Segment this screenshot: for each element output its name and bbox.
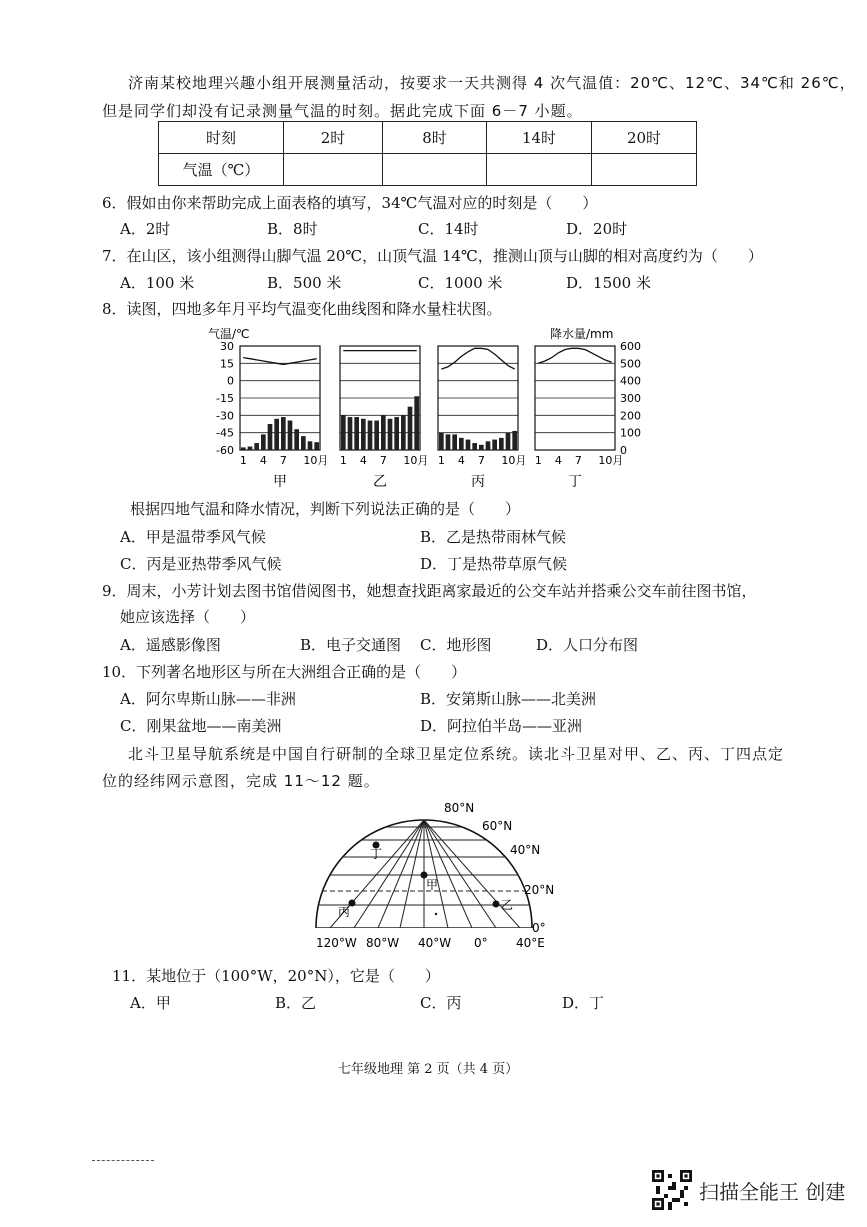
precip-bar [354, 417, 359, 450]
panel-name: 丁 [568, 474, 582, 490]
q9-option-d: D．人口分布图 [536, 636, 639, 654]
q11-option-b: B．乙 [275, 994, 317, 1012]
lon-label-40e: 40°E [516, 936, 545, 950]
month-tick-label: 1 [534, 454, 542, 467]
lat-label-20n: 20°N [524, 883, 555, 897]
temperature-curve [441, 348, 514, 369]
table-cell [383, 154, 487, 186]
month-tick-label: 10月 [598, 454, 624, 467]
month-tick-label: 10月 [501, 454, 527, 467]
table-row [159, 154, 697, 186]
question-11-stem: 11．某地位于（100°W，20°N），它是（ ） [112, 967, 440, 985]
precip-bar [374, 421, 379, 450]
month-tick-label: 10月 [303, 454, 329, 467]
precip-bar [241, 447, 246, 450]
temp-tick-label: -30 [216, 409, 234, 423]
table-cell [592, 154, 697, 186]
q9-option-c: C．地形图 [420, 636, 492, 654]
temp-tick-label: 30 [220, 340, 234, 353]
graticule-map [290, 795, 560, 955]
precip-bar [492, 440, 497, 450]
table-header-row [159, 122, 697, 154]
lon-label-40w: 40°W [418, 936, 452, 950]
intro2-line-1: 北斗卫星导航系统是中国自行研制的全球卫星定位系统。读北斗卫星对甲、乙、丙、丁四点定 [128, 745, 785, 763]
q10-option-b: B．安第斯山脉——北美洲 [420, 690, 597, 708]
left-axis-label: 气温/℃ [208, 327, 250, 341]
climate-panel [340, 346, 429, 490]
precip-bar [506, 433, 511, 450]
temp-tick-label: -15 [216, 392, 234, 405]
intro-line-1: 济南某校地理兴趣小组开展测量活动，按要求一天共测得 4 次气温值：20℃、12℃、34℃和 26℃， [128, 74, 856, 92]
table-header-cell: 20时 [592, 122, 697, 154]
month-tick-label: 7 [477, 454, 485, 467]
temp-tick-label: -45 [216, 426, 234, 440]
question-9-stem-1: 9．周末，小芳计划去图书馆借阅图书，她想查找距离家最近的公交车站并搭乘公交车前往图书馆， [102, 582, 757, 600]
temperature-table [158, 121, 697, 186]
footer-divider [92, 1160, 154, 1161]
precip-bar [268, 424, 273, 450]
precip-bar [512, 431, 517, 450]
lat-label-0: 0° [532, 921, 546, 935]
table-cell [284, 154, 383, 186]
question-6-stem: 6．假如由你来帮助完成上面表格的填写，34℃气温对应的时刻是（ ） [102, 194, 598, 212]
precip-bar [486, 441, 491, 450]
q7-option-b: B．500 米 [267, 274, 342, 292]
month-tick-label: 4 [259, 454, 267, 467]
precip-tick-label: 600 [620, 340, 641, 353]
precip-bar [341, 415, 346, 450]
precip-bar [314, 442, 319, 450]
point-label-ding: 丁 [370, 847, 383, 861]
table-header-cell: 2时 [284, 122, 383, 154]
precip-bar [408, 407, 413, 450]
precip-tick-label: 100 [620, 426, 641, 440]
q11-option-c: C．丙 [420, 994, 462, 1012]
precip-bar [414, 396, 419, 450]
month-tick-label: 7 [279, 454, 287, 467]
precip-bar [394, 417, 399, 450]
precip-bar [361, 419, 366, 450]
q8-option-b: B．乙是热带雨林气候 [420, 528, 567, 546]
climate-panel [535, 346, 624, 490]
precip-bar [248, 447, 253, 450]
precip-bar [254, 443, 259, 450]
q10-option-c: C．刚果盆地——南美洲 [120, 717, 282, 735]
lon-label-0: 0° [474, 936, 488, 950]
precip-bar [288, 421, 293, 450]
precip-bar [294, 429, 299, 450]
precip-bar [499, 438, 504, 450]
precip-bar [381, 415, 386, 450]
q10-option-a: A．阿尔卑斯山脉——非洲 [120, 690, 296, 708]
precip-bar [472, 443, 477, 450]
lat-label-40n: 40°N [510, 843, 541, 857]
precip-bar [452, 434, 457, 450]
q6-option-c: C．14时 [418, 220, 479, 238]
month-tick-label: 1 [339, 454, 347, 467]
month-tick-label: 1 [239, 454, 247, 467]
question-10-stem: 10．下列著名地形区与所在大洲组合正确的是（ ） [102, 663, 467, 681]
panel-name: 甲 [273, 474, 287, 490]
point-label-bing: 丙 [338, 905, 351, 919]
question-8-stem: 8．读图，四地多年月平均气温变化曲线图和降水量柱状图。 [102, 300, 502, 318]
precip-bar [459, 438, 464, 450]
scanner-watermark: 扫描全能王 创建 [699, 1180, 846, 1204]
precip-bar [466, 440, 471, 450]
q7-option-c: C．1000 米 [418, 274, 503, 292]
temp-tick-label: -60 [216, 444, 234, 457]
precip-tick-label: 200 [620, 409, 641, 423]
precip-bar [281, 417, 286, 450]
precip-bar [368, 421, 373, 450]
q6-option-d: D．20时 [566, 220, 628, 238]
intro-line-2: 但是同学们却没有记录测量气温的时刻。据此完成下面 6－7 小题。 [102, 102, 583, 120]
q10-option-d: D．阿拉伯半岛——亚洲 [420, 717, 583, 735]
temperature-curve [538, 348, 611, 363]
table-header-cell: 时刻 [159, 122, 284, 154]
precip-bar [446, 434, 451, 450]
temp-tick-label: 0 [227, 374, 234, 388]
precip-bar [439, 433, 444, 450]
map-dot [435, 913, 437, 915]
temp-tick-label: 15 [220, 357, 234, 371]
q6-option-a: A．2时 [120, 220, 171, 238]
precip-bar [301, 436, 306, 450]
q6-option-b: B．8时 [267, 220, 318, 238]
table-cell [487, 154, 592, 186]
month-tick-label: 4 [359, 454, 367, 467]
precip-bar [479, 445, 484, 450]
qr-code-icon [652, 1170, 692, 1210]
precip-bar [348, 417, 353, 450]
question-8-sub: 根据四地气温和降水情况，判断下列说法正确的是（ ） [130, 500, 521, 518]
lon-label-80w: 80°W [366, 936, 400, 950]
lat-label-60n: 60°N [482, 819, 513, 833]
month-tick-label: 7 [379, 454, 387, 467]
precip-bar [261, 434, 266, 450]
precip-bar [388, 419, 393, 450]
table-row-label: 气温（℃） [159, 154, 284, 186]
month-tick-label: 7 [574, 454, 582, 467]
q11-option-d: D．丁 [562, 994, 605, 1012]
question-7-stem: 7．在山区，该小组测得山脚气温 20℃，山顶气温 14℃，推测山顶与山脚的相对高度约为（ ） [102, 247, 763, 265]
panel-name: 丙 [471, 474, 485, 490]
page-footer: 七年级地理 第 2 页（共 4 页） [338, 1062, 519, 1077]
q9-option-a: A．遥感影像图 [120, 636, 221, 654]
month-tick-label: 10月 [403, 454, 429, 467]
month-tick-label: 4 [457, 454, 465, 467]
climate-panel [438, 346, 527, 490]
lat-label-80n: 80°N [444, 801, 475, 815]
panel-name: 乙 [373, 474, 387, 490]
climate-panel [240, 346, 329, 490]
month-tick-label: 1 [437, 454, 445, 467]
intro2-line-2: 位的经纬网示意图，完成 11～12 题。 [102, 772, 380, 790]
precip-tick-label: 400 [620, 374, 641, 388]
precip-bar [274, 419, 279, 450]
climate-charts [190, 320, 660, 495]
q11-option-a: A．甲 [130, 994, 171, 1012]
lon-label-120w: 120°W [316, 936, 357, 950]
question-9-stem-2: 她应该选择（ ） [120, 608, 256, 626]
table-header-cell: 8时 [383, 122, 487, 154]
q8-option-d: D．丁是热带草原气候 [420, 555, 568, 573]
table-header-cell: 14时 [487, 122, 592, 154]
q9-option-b: B．电子交通图 [300, 636, 402, 654]
right-axis-label: 降水量/mm [550, 327, 614, 341]
precip-bar [308, 441, 313, 450]
precip-tick-label: 0 [620, 444, 627, 457]
q7-option-d: D．1500 米 [566, 274, 651, 292]
precip-bar [401, 415, 406, 450]
point-label-yi: 乙 [501, 898, 514, 912]
q8-option-c: C．丙是亚热带季风气候 [120, 555, 282, 573]
q8-option-a: A．甲是温带季风气候 [120, 528, 266, 546]
q7-option-a: A．100 米 [120, 274, 195, 292]
precip-tick-label: 500 [620, 357, 641, 371]
point-yi [493, 901, 500, 908]
month-tick-label: 4 [554, 454, 562, 467]
point-label-jia: 甲 [426, 878, 439, 892]
precip-tick-label: 300 [620, 392, 641, 405]
